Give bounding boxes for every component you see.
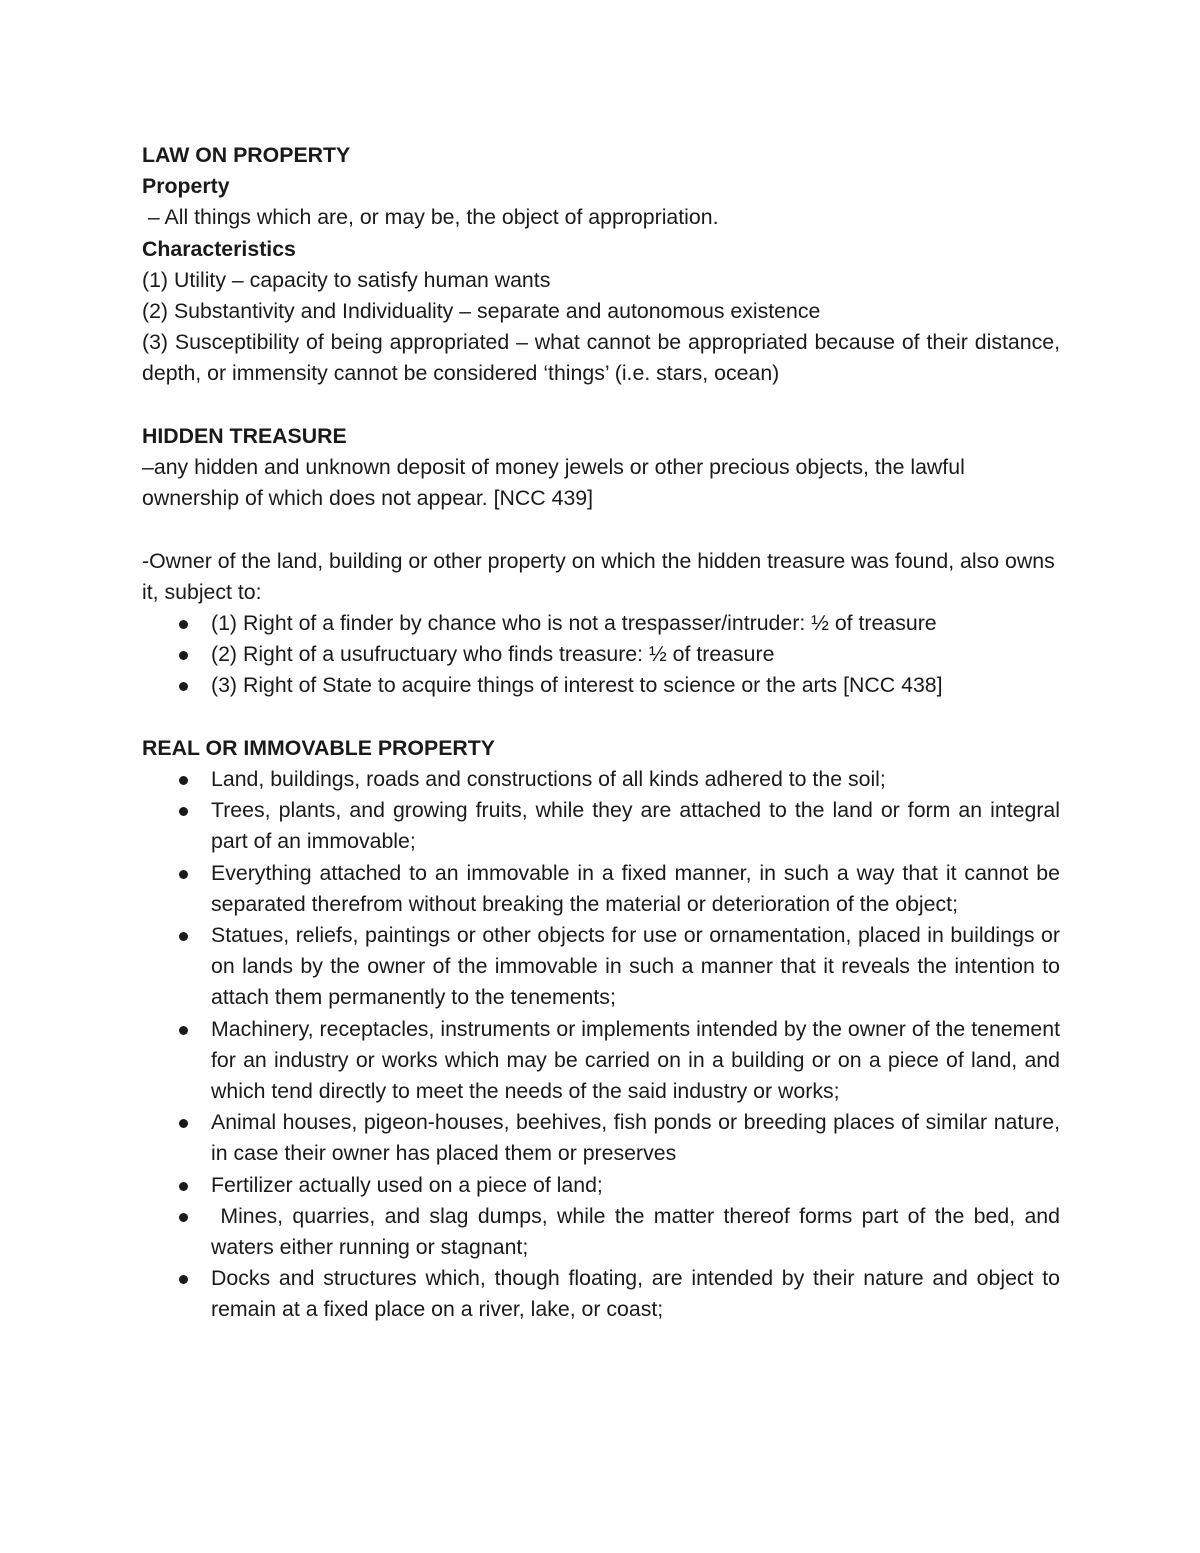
characteristic-item: (3) Susceptibility of being appropriated – what cannot be appropriated because of their distance, depth, or immensity cannot be considered ‘things’ (i.e. stars, ocean) [142, 330, 1060, 386]
bullet-icon [179, 1026, 188, 1035]
bullet-icon [179, 870, 188, 879]
list-item-text: Fertilizer actually used on a piece of land; [211, 1172, 603, 1197]
list-item [142, 858, 1060, 920]
list-item-text: Machinery, receptacles, instruments or implements intended by the owner of the tenement for an industry or works which may be carried on in a building or on a piece of land, and which tend directly to meet the needs of the said industry or works; [211, 1016, 1060, 1104]
list-item-text: Statues, reliefs, paintings or other objects for use or ornamentation, placed in buildings or on lands by the owner of the immovable in such a manner that it reveals the intention to attach them permanently to the tenements; [211, 923, 1060, 1010]
bullet-icon [179, 682, 188, 691]
list-item [142, 1201, 1066, 1263]
spacer [142, 390, 1060, 421]
hidden-treasure-definition: –any hidden and unknown deposit of money jewels or other precious objects, the lawful ownership of which does not appear. [NCC 439] [142, 455, 965, 511]
characteristic-item: (2) Substantivity and Individuality – separate and autonomous existence [142, 299, 821, 324]
document-title: LAW ON PROPERTY [142, 143, 351, 167]
bullet-icon [179, 1275, 188, 1284]
list-item-text: Animal houses, pigeon-houses, beehives, fish ponds or breeding places of similar nature, in case their owner has placed them or preserves [211, 1110, 1060, 1166]
bullet-icon [179, 807, 188, 816]
list-item-text: Everything attached to an immovable in a fixed manner, in such a way that it cannot be separated therefrom without breaking the material or deterioration of the object; [211, 860, 1060, 916]
list-item-text: (2) Right of a usufructuary who finds treasure: ½ of treasure [211, 642, 775, 667]
treasure-rights-list [142, 608, 1060, 702]
spacer [142, 702, 1060, 733]
list-item [142, 1107, 1060, 1169]
spacer [142, 514, 1060, 545]
list-item-text: Docks and structures which, though floating, are intended by their nature and object to remain at a fixed place on a river, lake, or coast; [211, 1266, 1060, 1322]
list-item [142, 608, 1060, 639]
bullet-icon [179, 1182, 188, 1191]
characteristics-heading: Characteristics [142, 236, 296, 261]
bullet-icon [179, 932, 188, 941]
list-item-text: (3) Right of State to acquire things of interest to science or the arts [NCC 438] [211, 673, 943, 698]
bullet-icon [179, 776, 188, 785]
list-item [142, 1014, 1060, 1108]
list-item [142, 764, 1060, 795]
bullet-icon [179, 1213, 188, 1222]
hidden-treasure-heading: HIDDEN TREASURE [142, 423, 347, 448]
bullet-icon [179, 1119, 188, 1128]
document-page [142, 140, 1066, 1326]
characteristic-item: (1) Utility – capacity to satisfy human wants [142, 267, 551, 292]
bullet-icon [179, 620, 188, 629]
list-item [142, 795, 1060, 857]
hidden-treasure-owner-text: -Owner of the land, building or other property on which the hidden treasure was found, also owns it, subject to: [142, 548, 1055, 604]
list-item-text: (1) Right of a finder by chance who is not a trespasser/intruder: ½ of treasure [211, 611, 937, 636]
property-definition: – All things which are, or may be, the object of appropriation. [142, 205, 719, 230]
real-property-heading: REAL OR IMMOVABLE PROPERTY [142, 735, 495, 760]
list-item [142, 1263, 1060, 1325]
list-item [142, 639, 1060, 670]
list-item-text: Mines, quarries, and slag dumps, while the matter thereof forms part of the bed, and waters either running or stagnant; [211, 1203, 1066, 1260]
real-property-list [142, 764, 1066, 1326]
list-item-text: Land, buildings, roads and constructions of all kinds adhered to the soil; [211, 767, 886, 792]
list-item [142, 670, 1060, 701]
property-heading: Property [142, 174, 230, 199]
list-item [142, 1170, 1060, 1201]
list-item [142, 920, 1060, 1014]
list-item-text: Trees, plants, and growing fruits, while they are attached to the land or form an integral part of an immovable; [211, 798, 1060, 854]
bullet-icon [179, 651, 188, 660]
